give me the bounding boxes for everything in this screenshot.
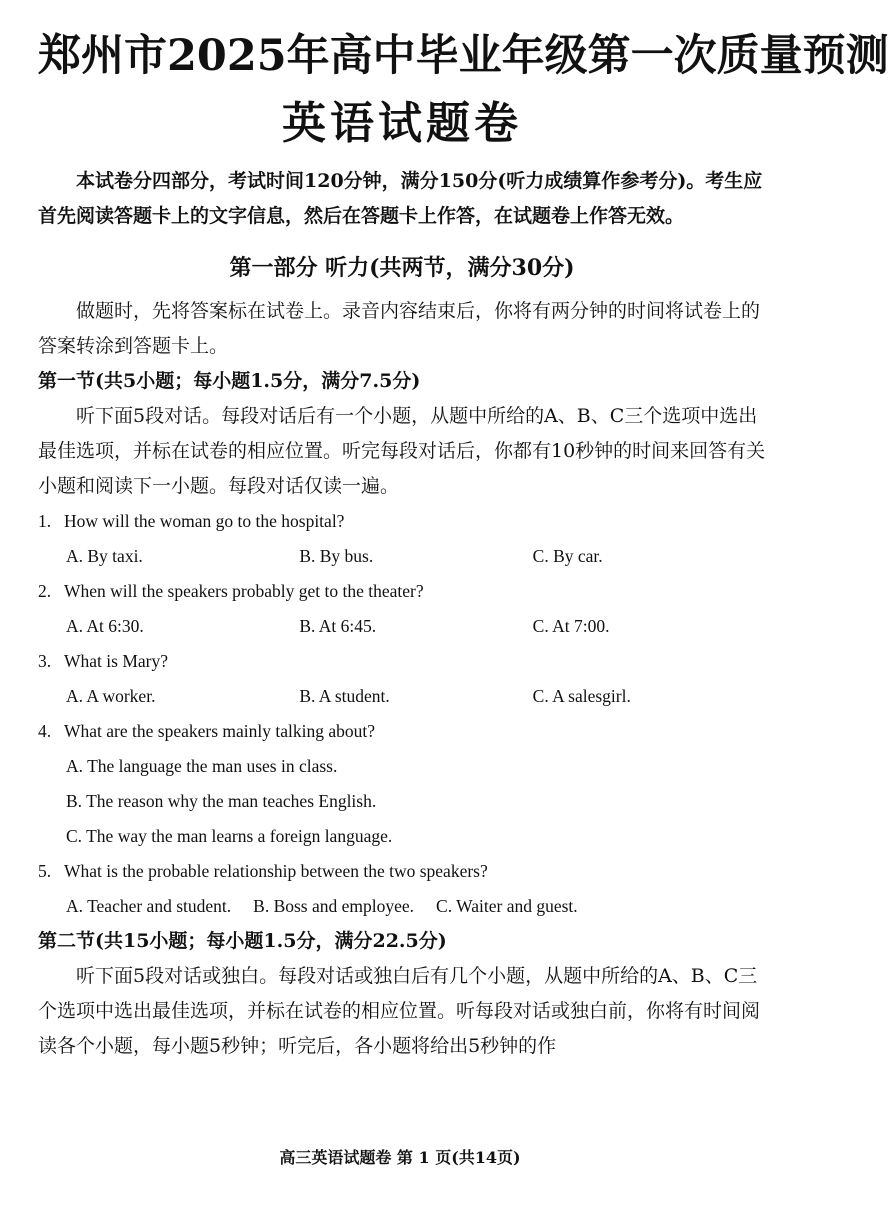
- question-text: What are the speakers mainly talking about?: [64, 721, 375, 741]
- option-b: B. By bus.: [299, 546, 374, 566]
- intro-text: 本试卷分四部分，考试时间120分钟，满分150分(听力成绩算作参考分)。考生应首先阅读答题卡上的文字信息，然后在答题卡上作答，在试题卷上作答无效。: [38, 170, 763, 227]
- options-row: [38, 539, 766, 574]
- option-a: A. By taxi.: [66, 546, 143, 566]
- option-a: A. A worker.: [66, 686, 156, 706]
- question-1: [38, 504, 766, 574]
- question-2: [38, 574, 766, 644]
- section2-heading: 第二节(共15小题；每小题1.5分，满分22.5分): [38, 930, 447, 952]
- page-title: 郑州市2025年高中毕业年级第一次质量预测: [38, 31, 889, 81]
- question-text: When will the speakers probably get to the theater?: [64, 581, 424, 601]
- options-row: [38, 609, 766, 644]
- option-b: B. The reason why the man teaches English.: [66, 791, 377, 811]
- option-b: B. A student.: [299, 686, 390, 706]
- option-b: B. Boss and employee.: [253, 896, 415, 916]
- option-a: A. Teacher and student.: [66, 896, 232, 916]
- question-number: 5.: [38, 861, 52, 881]
- question-number: 3.: [38, 651, 52, 671]
- option-c: C. The way the man learns a foreign language.: [66, 826, 393, 846]
- part1-instruction: 做题时，先将答案标在试卷上。录音内容结束后，你将有两分钟的时间将试卷上的答案转涂到答题卡上。: [38, 300, 761, 357]
- option-a: A. The language the man uses in class.: [66, 756, 338, 776]
- page-subtitle: 英语试题卷: [282, 98, 522, 149]
- options-row: [38, 679, 766, 714]
- section1-heading: 第一节(共5小题；每小题1.5分，满分7.5分): [38, 370, 421, 392]
- option-a: A. At 6:30.: [66, 616, 144, 636]
- question-text: What is Mary?: [64, 651, 168, 671]
- page-footer: 高三英语试题卷 第 1 页(共14页): [279, 1148, 521, 1167]
- question-4: [38, 714, 766, 854]
- question-number: 2.: [38, 581, 52, 601]
- question-text: What is the probable relationship between the two speakers?: [64, 861, 488, 881]
- option-c: C. By car.: [532, 546, 603, 566]
- question-number: 4.: [38, 721, 52, 741]
- option-c: C. At 7:00.: [532, 616, 610, 636]
- question-number: 1.: [38, 511, 52, 531]
- option-c: C. A salesgirl.: [532, 686, 631, 706]
- exam-page: [0, 28, 889, 1206]
- question-3: [38, 644, 766, 714]
- part1-heading: 第一部分 听力(共两节，满分30分): [229, 255, 575, 281]
- question-text: How will the woman go to the hospital?: [64, 511, 345, 531]
- section2-instruction: 听下面5段对话或独白。每段对话或独白后有几个小题，从题中所给的A、B、C三个选项中选出最佳选项，并标在试卷的相应位置。听每段对话或独白前，你将有时间阅读各个小题，每小题5秒钟；听完后，各小题将给出5秒钟的作: [38, 965, 761, 1057]
- question-5: [38, 854, 766, 924]
- option-b: B. At 6:45.: [299, 616, 377, 636]
- option-c: C. Waiter and guest.: [436, 896, 578, 916]
- section1-instruction: 听下面5段对话。每段对话后有一个小题，从题中所给的A、B、C三个选项中选出最佳选项，并标在试卷的相应位置。听完每段对话后，你都有10秒钟的时间来回答有关小题和阅读下一小题。每段对话仅读一遍。: [38, 405, 766, 497]
- options-row: [38, 889, 766, 924]
